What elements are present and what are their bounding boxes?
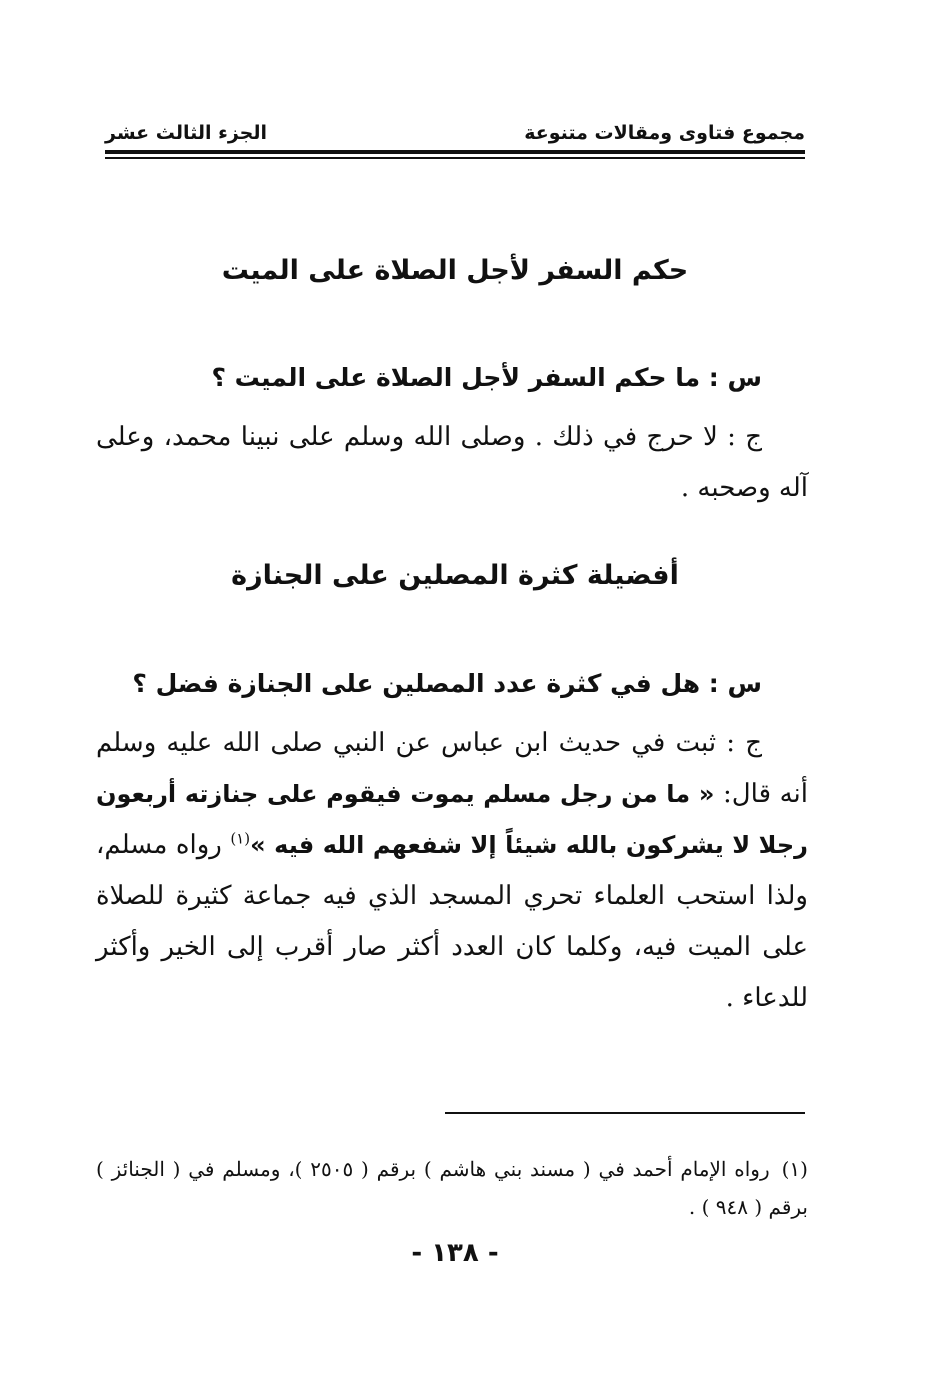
question-1-text: س : ما حكم السفر لأجل الصلاة على الميت ؟ [211,363,762,392]
footnote-separator [445,1112,805,1114]
footnote-reference[interactable]: (١) [230,829,251,848]
header-rule-thin [105,157,805,159]
answer-1-text: ج : لا حرج في ذلك . وصلى الله وسلم على نبينا محمد، وعلى آله وصحبه . [96,422,808,503]
section-title-travel-funeral-prayer: حكم السفر لأجل الصلاة على الميت [221,255,689,286]
footnote-number: (١) [781,1157,808,1181]
volume-label: الجزء الثالث عشر [105,122,268,144]
question-2 [96,658,808,710]
section-title-many-worshippers: أفضيلة كثرة المصلين على الجنازة [231,560,679,591]
question-1 [96,352,808,404]
answer-1 [96,412,808,514]
running-header [105,118,805,152]
answer-2 [96,718,808,1024]
footnote [96,1150,808,1226]
page-number: - ١٣٨ - [411,1238,499,1268]
header-rule [105,150,805,162]
answer-2-rest: رواه مسلم، ولذا استحب العلماء تحري المسجد الذي فيه جماعة كثيرة للصلاة على الميت فيه، وكلما كان العدد أكثر صار أقرب إلى الخير وأكثر للدعاء . [96,830,808,1013]
hadith-quote: « ما من رجل مسلم يموت فيقوم على جنازته أربعون رجلا لا يشركون بالله شيئاً إلا شفعهم الله فيه » [96,780,809,859]
question-2-text: س : هل في كثرة عدد المصلين على الجنازة فضل ؟ [132,669,762,698]
answer-2-intro: ج : ثبت في حديث ابن عباس عن النبي صلى الله عليه وسلم أنه قال: [96,728,809,809]
footnote-text: رواه الإمام أحمد في ( مسند بني هاشم ) برقم ( ٢٥٠٥ )، ومسلم في ( الجنائز ) برقم ( ٩٤٨ ) . [96,1157,808,1219]
book-title: مجموع فتاوى ومقالات متنوعة [524,122,805,144]
header-rule-thick [105,150,805,154]
